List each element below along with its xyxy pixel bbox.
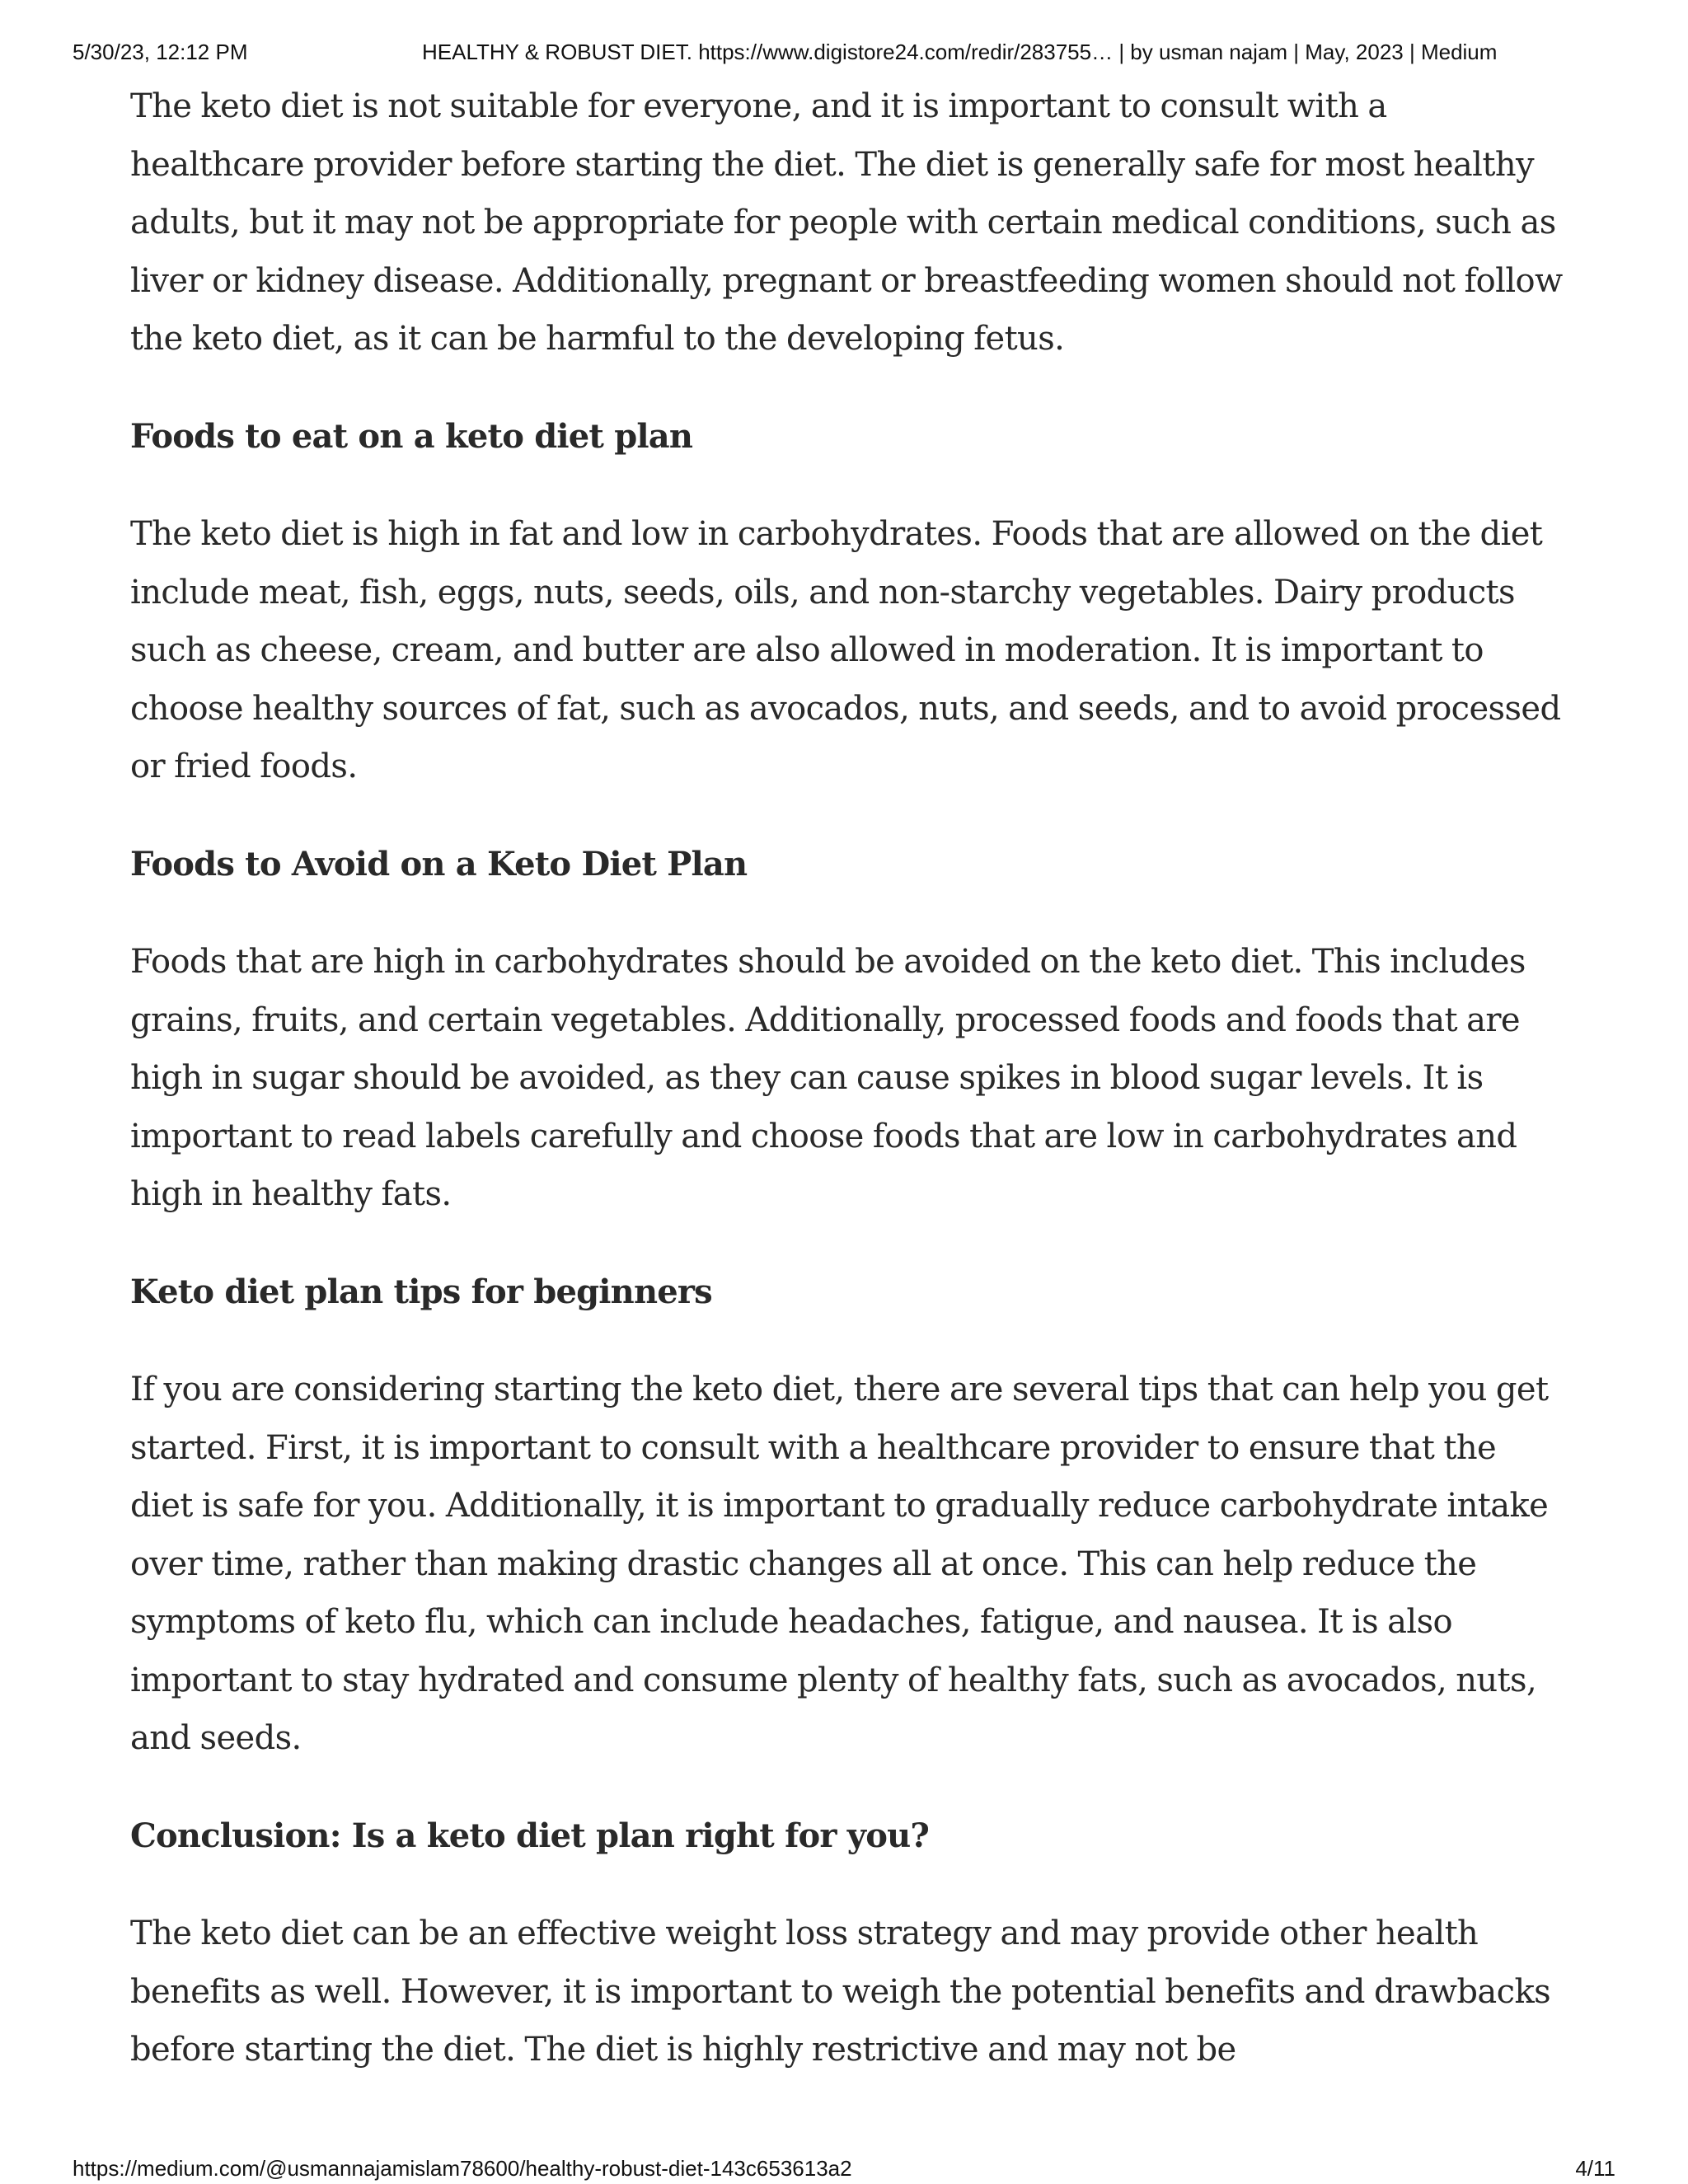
section-heading-foods-to-avoid: Foods to Avoid on a Keto Diet Plan: [130, 844, 748, 883]
section-paragraph-tips-for-beginners: If you are considering starting the keto diet, there are several tips that can help you get started. First, it is important to consult with a healthcare provider to ensure that the diet is safe for you. Additionally, it is important to gradually reduce carbohydrate intake over time, rather than making drastic changes all at once. This can help reduce the symptoms of keto flu, which can include headaches, fatigue, and nausea. It is also important to stay hydrated and consume plenty of healthy fats, such as avocados, nuts, and seeds.: [130, 1371, 1549, 1757]
print-footer-url: https://medium.com/@usmannajamislam78600/healthy-robust-diet-143c653613a2: [73, 2156, 852, 2181]
page-indicator: 4/11: [1575, 2156, 1615, 2181]
section-paragraph-foods-to-avoid: Foods that are high in carbohydrates should be avoided on the keto diet. This includes grains, fruits, and certain vegetables. Additionally, processed foods and foods that are high in sugar should be avoided, as they can cause spikes in blood sugar levels. It is important to read labels carefully and choose foods that are low in carbohydrates and high in healthy fats.: [130, 943, 1526, 1213]
print-page-title: HEALTHY & ROBUST DIET. https://www.digistore24.com/redir/283755… | by usman najam | May, 2023 | Medium: [422, 40, 1498, 64]
article-body: [130, 77, 1564, 2079]
section-paragraph-foods-to-eat: The keto diet is high in fat and low in carbohydrates. Foods that are allowed on the diet include meat, fish, eggs, nuts, seeds, oils, and non-starchy vegetables. Dairy products such as cheese, cream, and butter are also allowed in moderation. It is important to choose healthy sources of fat, such as avocados, nuts, and seeds, and to avoid processed or fried foods.: [130, 515, 1561, 785]
section-paragraph-conclusion: The keto diet can be an effective weight loss strategy and may provide other health benefits as well. However, it is important to weigh the potential benefits and drawbacks before starting the diet. The diet is highly restrictive and may not be: [130, 1915, 1551, 2069]
intro-paragraph: The keto diet is not suitable for everyone, and it is important to consult with a healthcare provider before starting the diet. The diet is generally safe for most healthy adults, but it may not be appropriate for people with certain medical conditions, such as liver or kidney disease. Additionally, pregnant or breastfeeding women should not follow the keto diet, as it can be harmful to the developing fetus.: [130, 87, 1563, 358]
section-heading-tips-for-beginners: Keto diet plan tips for beginners: [130, 1272, 712, 1311]
print-footer: [73, 2156, 1615, 2184]
print-datetime: 5/30/23, 12:12 PM: [73, 40, 248, 64]
section-heading-conclusion: Conclusion: Is a keto diet plan right for you?: [130, 1816, 930, 1855]
section-heading-foods-to-eat: Foods to eat on a keto diet plan: [130, 416, 693, 456]
print-header: [73, 40, 1639, 69]
